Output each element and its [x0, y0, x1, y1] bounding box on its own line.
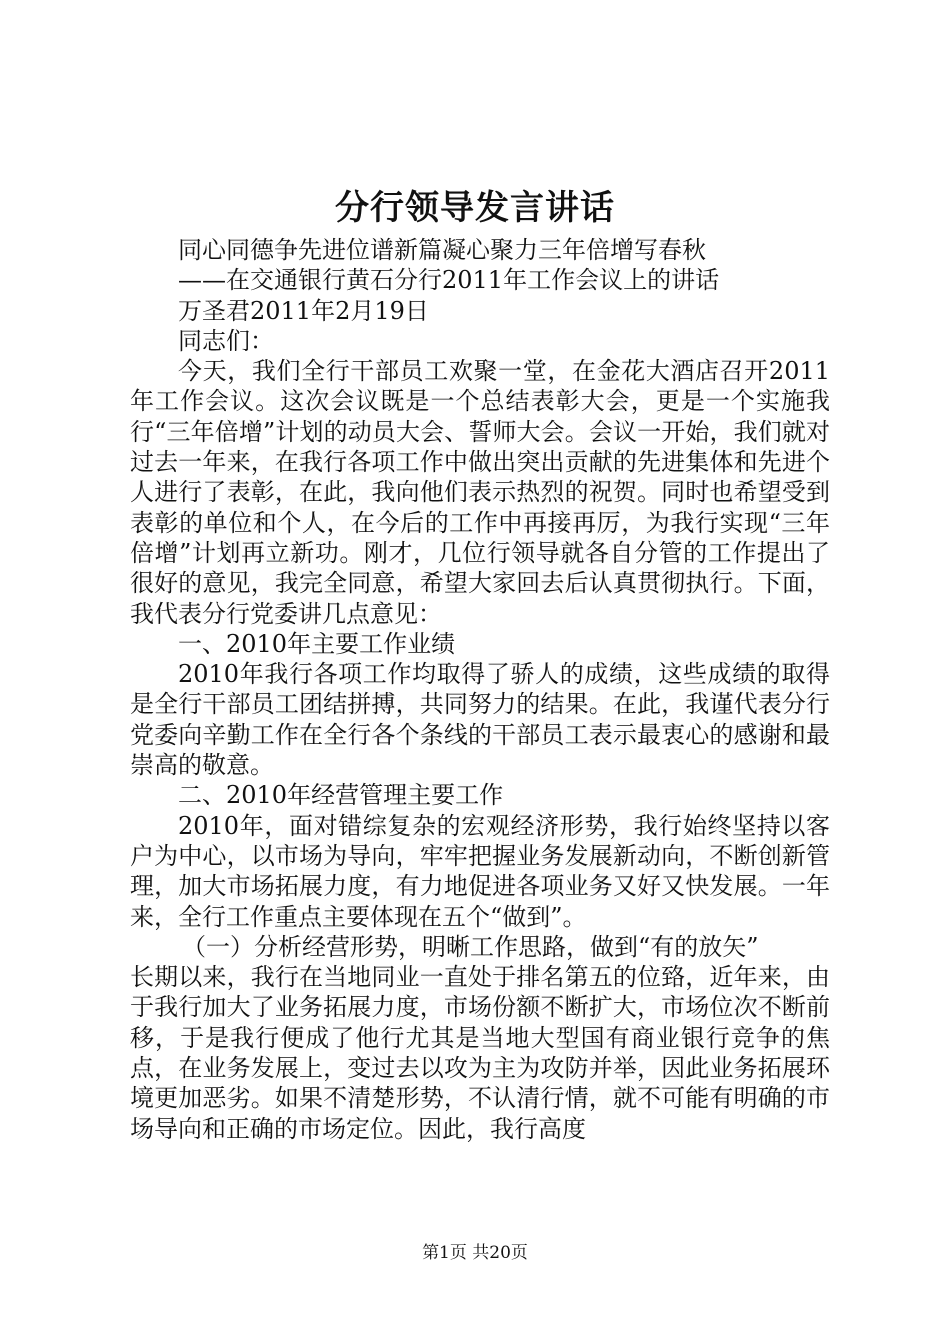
document-body [130, 235, 830, 1144]
section-heading-2: 二、2010年经营管理主要工作 [178, 781, 504, 810]
salutation: 同志们： [178, 326, 274, 355]
paragraph-4: 长期以来，我行在当地同业一直处于排名第五的位臵，近年来，由于我行加大了业务拓展力度，市场份额不断扩大，市场位次不断前移，于是我行便成了他行尤其是当地大型国有商业银行竞争的焦点，在业务发展上，变过去以攻为主为攻防并举，因此业务拓展环境更加恶劣。如果不清楚形势，不认清行情，就不可能有明确的市场导向和正确的市场定位。因此，我行高度 [130, 963, 830, 1143]
subheading: ——在交通银行黄石分行2011年工作会议上的讲话 [178, 266, 720, 295]
subtitle: 同心同德争先进位谱新篇凝心聚力三年倍增写春秋 [178, 236, 706, 264]
paragraph-2: 2010年我行各项工作均取得了骄人的成绩，这些成绩的取得是全行干部员工团结拼搏，共同努力的结果。在此，我谨代表分行党委向辛勤工作在全行各个条线的干部员工表示最衷心的感谢和最崇高的敬意。 [130, 660, 830, 780]
paragraph-3: 2010年，面对错综复杂的宏观经济形势，我行始终坚持以客户为中心，以市场为导向，牢牢把握业务发展新动向，不断创新管理，加大市场拓展力度，有力地促进各项业务又好又快发展。一年来，全行工作重点主要体现在五个“做到”。 [130, 811, 830, 931]
page-footer: 第1页 共20页 [422, 1243, 528, 1263]
subsection-heading-1: （一）分析经营形势，明晰工作思路，做到“有的放矢” [182, 932, 759, 961]
paragraph-1: 今天，我们全行干部员工欢聚一堂，在金花大酒店召开2011年工作会议。这次会议既是一个总结表彰大会，更是一个实施我行“三年倍增”计划的动员大会、誓师大会。会议一开始，我们就对过去一年来，在我行各项工作中做出突出贡献的先进集体和先进个人进行了表彰，在此，我向他们表示热烈的祝贺。同时也希望受到表彰的单位和个人，在今后的工作中再接再厉，为我行实现“三年倍增”计划再立新功。刚才，几位行领导就各自分管的工作提出了很好的意见，我完全同意，希望大家回去后认真贯彻执行。下面，我代表分行党委讲几点意见： [130, 357, 830, 628]
section-heading-1: 一、2010年主要工作业绩 [178, 629, 456, 658]
document-title: 分行领导发言讲话 [335, 188, 615, 228]
author-date: 万圣君2011年2月19日 [178, 296, 429, 325]
